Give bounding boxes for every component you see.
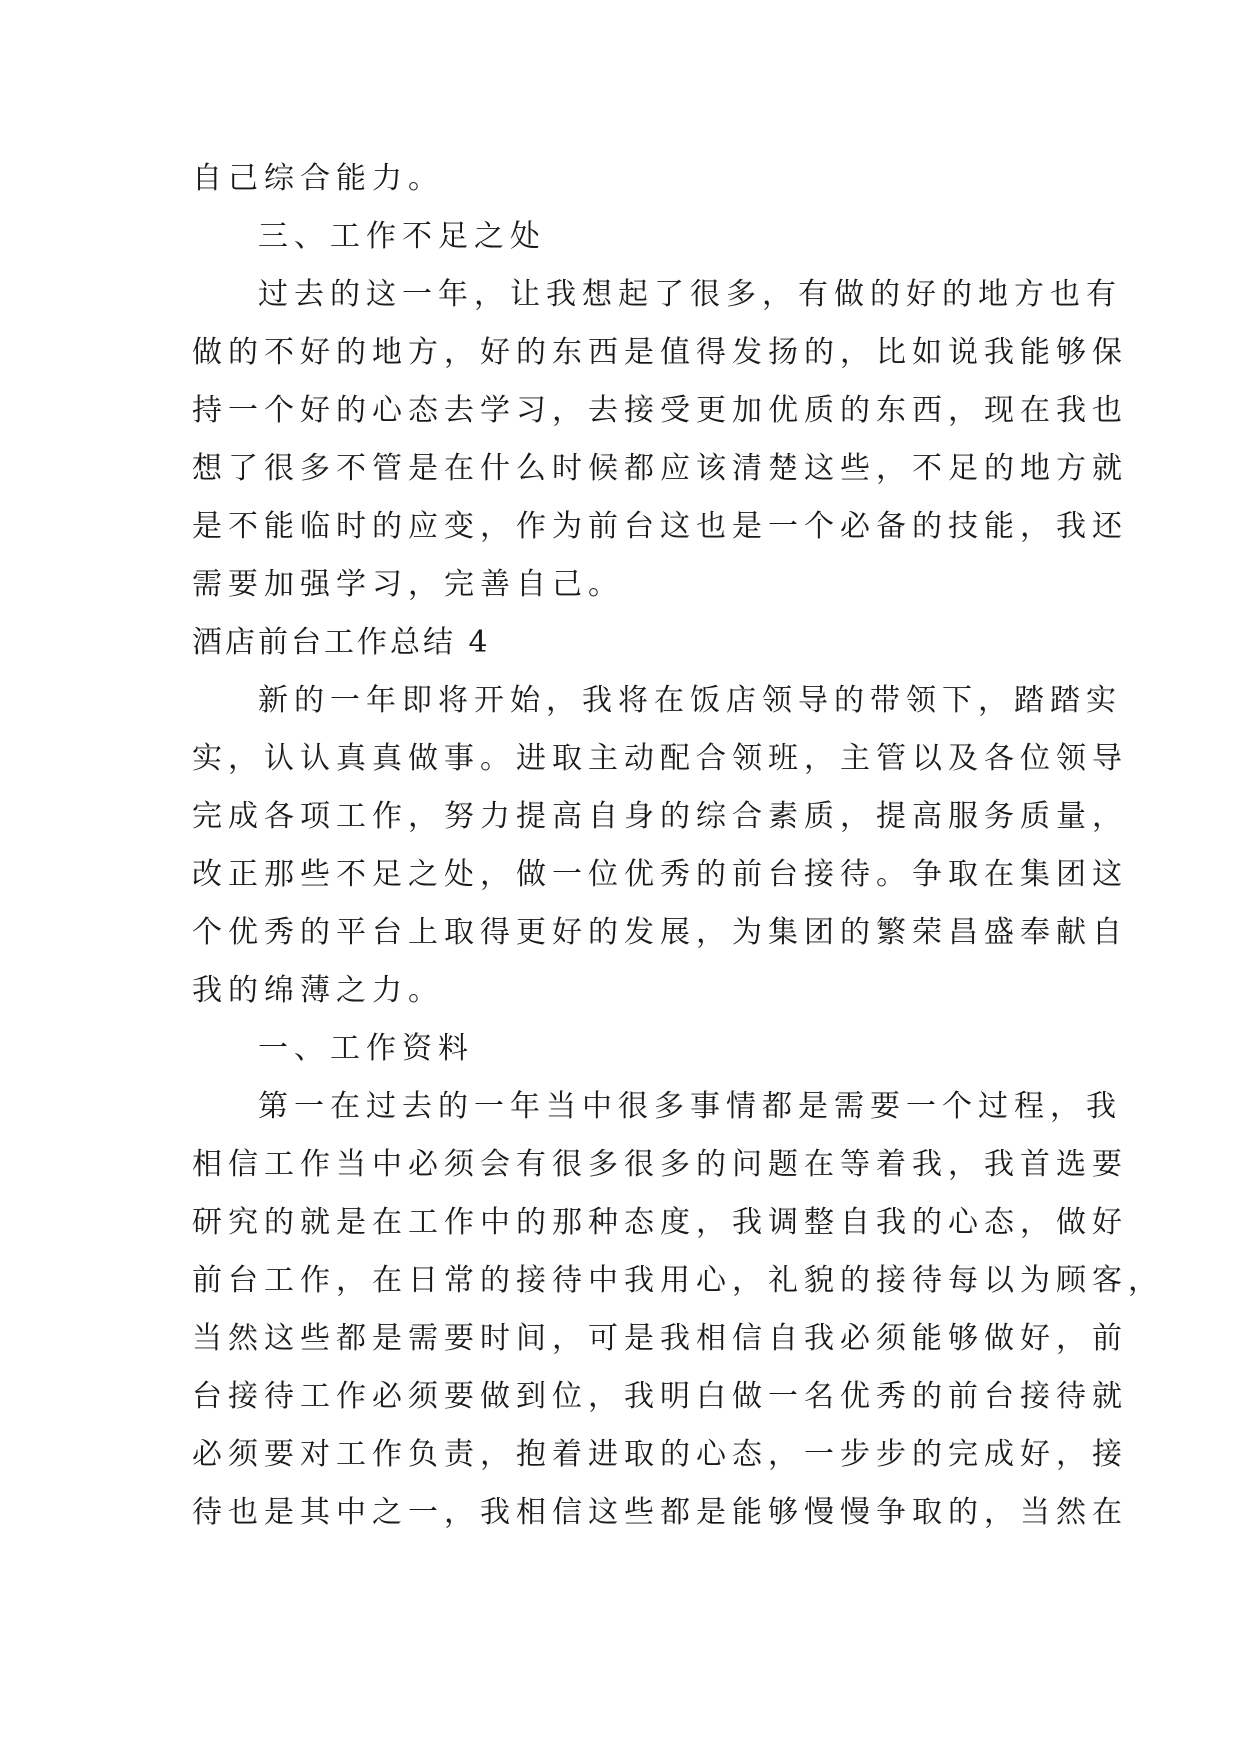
text-line: 改正那些不足之处，做一位优秀的前台接待。争取在集团这 xyxy=(192,857,1128,892)
text-line: 想了很多不管是在什么时候都应该清楚这些，不足的地方就 xyxy=(192,451,1128,486)
text-line: 当然这些都是需要时间，可是我相信自我必须能够做好，前 xyxy=(192,1321,1128,1356)
text-line: 第一在过去的一年当中很多事情都是需要一个过程，我 xyxy=(258,1089,1122,1124)
text-line: 相信工作当中必须会有很多很多的问题在等着我，我首选要 xyxy=(192,1147,1128,1182)
text-line: 需要加强学习，完善自己。 xyxy=(192,567,624,602)
text-line: 实，认认真真做事。进取主动配合领班，主管以及各位领导 xyxy=(192,741,1128,776)
text-line: 台接待工作必须要做到位，我明白做一名优秀的前台接待就 xyxy=(192,1379,1128,1414)
section-title: 酒店前台工作总结 4 xyxy=(192,625,491,660)
text-line: 待也是其中之一，我相信这些都是能够慢慢争取的，当然在 xyxy=(192,1495,1128,1530)
text-line: 前台工作，在日常的接待中我用心，礼貌的接待每以为顾客， xyxy=(192,1263,1164,1298)
text-line: 三、工作不足之处 xyxy=(258,219,546,254)
text-line: 我的绵薄之力。 xyxy=(192,973,444,1008)
text-line: 新的一年即将开始，我将在饭店领导的带领下，踏踏实 xyxy=(258,683,1122,718)
document-body xyxy=(192,150,1164,1542)
text-line: 持一个好的心态去学习，去接受更加优质的东西，现在我也 xyxy=(192,393,1128,428)
text-line: 做的不好的地方，好的东西是值得发扬的，比如说我能够保 xyxy=(192,335,1128,370)
text-line: 个优秀的平台上取得更好的发展，为集团的繁荣昌盛奉献自 xyxy=(192,915,1128,950)
text-line: 完成各项工作，努力提高自身的综合素质，提高服务质量， xyxy=(192,799,1128,834)
text-line: 研究的就是在工作中的那种态度，我调整自我的心态，做好 xyxy=(192,1205,1128,1240)
text-line: 一、工作资料 xyxy=(258,1031,474,1066)
text-line: 必须要对工作负责，抱着进取的心态，一步步的完成好，接 xyxy=(192,1437,1128,1472)
text-line: 是不能临时的应变，作为前台这也是一个必备的技能，我还 xyxy=(192,509,1128,544)
text-line: 过去的这一年，让我想起了很多，有做的好的地方也有 xyxy=(258,277,1122,312)
text-line: 自己综合能力。 xyxy=(192,161,444,196)
